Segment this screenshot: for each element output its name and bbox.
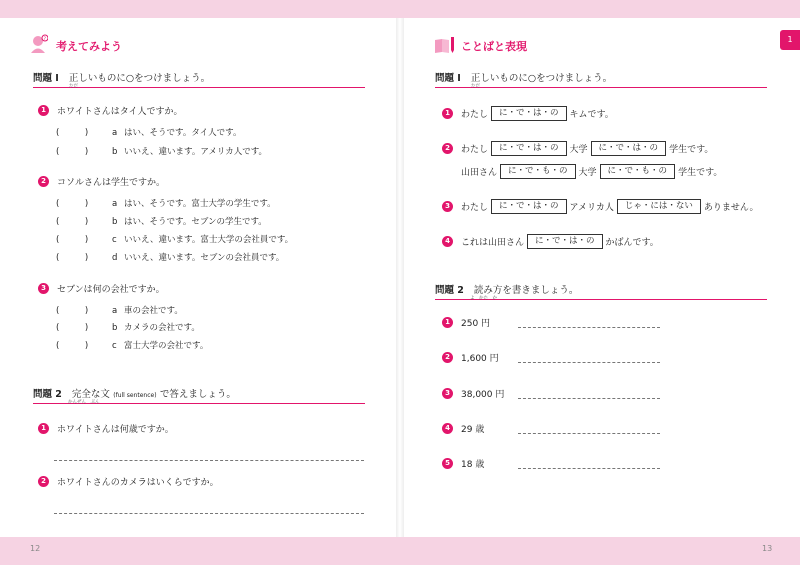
right-q1-header [435, 70, 767, 88]
left-q1-question-3 [38, 282, 165, 295]
svg-text:?: ? [43, 37, 46, 42]
number-badge: 2 [38, 176, 49, 187]
bottom-band [0, 537, 800, 565]
option-letter: b [112, 323, 118, 333]
right-q1-item-3 [442, 199, 758, 214]
right-q1-instruction: 正しいものに○をつけましょう。 [470, 73, 613, 84]
option-text: 富士大学の会社です。 [124, 341, 209, 351]
answer-paren: ( ) [56, 341, 89, 351]
number-badge: 1 [442, 108, 453, 119]
answer-paren: ( ) [56, 253, 89, 263]
number-badge: 1 [442, 317, 453, 328]
sentence-text: わたし [461, 110, 489, 120]
question-text: ホワイトさんのカメラはいくらですか。 [57, 478, 219, 488]
particle-choice-box[interactable]: に・で・は・の [491, 141, 567, 156]
right-q2-furigana: よ かた か [470, 296, 497, 301]
top-band [0, 0, 800, 18]
right-q1-item-2b [461, 164, 722, 179]
particle-choice-box[interactable]: に・で・は・の [591, 141, 667, 156]
particle-choice-box[interactable]: じゃ・には・ない [617, 199, 701, 214]
number-badge: 5 [442, 458, 453, 469]
option-row[interactable] [56, 197, 276, 209]
right-q2-item-4 [442, 422, 484, 435]
left-section-title: 考えてみよう [56, 40, 122, 53]
sentence-text: 大学 [578, 168, 597, 178]
right-q2-item-1 [442, 316, 490, 329]
question-text: ホワイトさんはタイ人ですか。 [57, 107, 183, 117]
answer-line[interactable] [518, 362, 660, 363]
number-badge: 4 [442, 423, 453, 434]
sentence-text: これは山田さん [461, 238, 525, 248]
sentence-text: かばんです。 [605, 238, 659, 248]
sentence-text: 学生です。 [678, 168, 723, 178]
left-q2-question-2 [38, 475, 219, 488]
right-q2-item-5 [442, 457, 484, 470]
answer-line[interactable] [518, 468, 660, 469]
particle-choice-box[interactable]: に・で・も・の [600, 164, 676, 179]
reading-item: 250 円 [461, 319, 491, 329]
left-q2-furigana: かんぜん ぶん [68, 400, 100, 405]
option-text: いいえ、違います。アメリカ人です。 [124, 147, 268, 157]
left-q1-instruction: 正しいものに○をつけましょう。 [68, 73, 211, 84]
sentence-text: 学生です。 [669, 145, 714, 155]
right-q2-label: 問題 2 [435, 285, 464, 296]
number-badge: 1 [38, 423, 49, 434]
right-q1-label: 問題 I [435, 73, 461, 84]
option-letter: b [112, 217, 118, 227]
thinking-person-icon [30, 34, 48, 54]
particle-choice-box[interactable]: に・で・は・の [491, 106, 567, 121]
answer-line[interactable] [518, 433, 660, 434]
left-q1-label: 問題 I [33, 73, 59, 84]
answer-line[interactable] [54, 460, 364, 461]
option-text: はい、そうです。タイ人です。 [124, 128, 242, 138]
right-page-number: 13 [762, 544, 773, 553]
left-page-number: 12 [30, 544, 41, 553]
option-text: 車の会社です。 [124, 306, 183, 316]
sentence-text: わたし [461, 203, 489, 213]
left-q2-note: (full sentence) [113, 392, 157, 399]
right-q2-item-2 [442, 351, 499, 364]
reading-item: 18 歳 [461, 460, 485, 470]
option-row[interactable] [56, 304, 183, 316]
answer-line[interactable] [518, 327, 660, 328]
option-letter: c [112, 341, 117, 351]
reading-item: 29 歳 [461, 425, 485, 435]
option-text: カメラの会社です。 [124, 323, 200, 333]
option-letter: d [112, 253, 118, 263]
question-text: セブンは何の会社ですか。 [57, 285, 165, 295]
left-q2-instruction-a: 完全な文 [71, 389, 110, 400]
option-letter: a [112, 199, 118, 209]
left-q2-label: 問題 2 [33, 389, 62, 400]
number-badge: 1 [38, 105, 49, 116]
right-q1-furigana: ただ [471, 84, 480, 89]
reading-item: 38,000 円 [461, 390, 505, 400]
option-row[interactable] [56, 233, 293, 245]
option-letter: b [112, 147, 118, 157]
sentence-text: 山田さん [461, 168, 498, 178]
particle-choice-box[interactable]: に・で・は・の [527, 234, 603, 249]
option-text: いいえ、違います。セブンの会社員です。 [124, 253, 285, 263]
question-text: コソルさんは学生ですか。 [57, 178, 166, 188]
answer-paren: ( ) [56, 323, 89, 333]
answer-line[interactable] [518, 398, 660, 399]
number-badge: 3 [442, 388, 453, 399]
option-row[interactable] [56, 339, 208, 351]
sentence-text: わたし [461, 145, 489, 155]
number-badge: 2 [442, 352, 453, 363]
left-q2-instruction-b: で答えましょう。 [159, 389, 236, 400]
sentence-text: キムです。 [569, 110, 614, 120]
option-text: はい、そうです。セブンの学生です。 [124, 217, 267, 227]
right-q1-item-2 [442, 141, 713, 156]
particle-choice-box[interactable]: に・で・は・の [491, 199, 567, 214]
answer-paren: ( ) [56, 199, 89, 209]
answer-paren: ( ) [56, 147, 89, 157]
book-spine [396, 18, 404, 537]
right-q1-item-1 [442, 106, 614, 121]
answer-paren: ( ) [56, 128, 89, 138]
number-badge: 3 [38, 283, 49, 294]
option-letter: a [112, 306, 118, 316]
right-q2-instruction: 読み方を書きましょう。 [473, 285, 579, 296]
option-row[interactable] [56, 251, 284, 263]
option-letter: a [112, 128, 118, 138]
particle-choice-box[interactable]: に・で・も・の [500, 164, 576, 179]
answer-paren: ( ) [56, 306, 89, 316]
option-text: はい、そうです。富士大学の学生です。 [124, 199, 276, 209]
right-section-title: ことばと表現 [461, 40, 527, 53]
left-q1-header [33, 70, 365, 88]
right-q1-item-4 [442, 234, 659, 249]
number-badge: 4 [442, 236, 453, 247]
right-q2-item-3 [442, 387, 504, 400]
number-badge: 2 [38, 476, 49, 487]
answer-paren: ( ) [56, 235, 89, 245]
option-row[interactable] [56, 215, 267, 227]
option-row[interactable] [56, 145, 267, 157]
answer-line[interactable] [54, 513, 364, 514]
book-pen-icon [434, 36, 456, 54]
left-q2-question-1 [38, 422, 174, 435]
option-row[interactable] [56, 126, 241, 138]
left-q1-question-2 [38, 175, 165, 188]
number-badge: 2 [442, 143, 453, 154]
option-text: いいえ、違います。富士大学の会社員です。 [124, 235, 294, 245]
option-row[interactable] [56, 321, 200, 333]
option-letter: c [112, 235, 117, 245]
sentence-text: ありません。 [703, 203, 759, 213]
chapter-tab: 1 [780, 30, 800, 50]
left-q1-question-1 [38, 104, 183, 117]
number-badge: 3 [442, 201, 453, 212]
sentence-text: 大学 [569, 145, 588, 155]
question-text: ホワイトさんは何歳ですか。 [57, 425, 174, 435]
reading-item: 1,600 円 [461, 354, 499, 364]
answer-paren: ( ) [56, 217, 89, 227]
sentence-text: アメリカ人 [569, 203, 614, 213]
left-q1-furigana: ただ [69, 84, 78, 89]
